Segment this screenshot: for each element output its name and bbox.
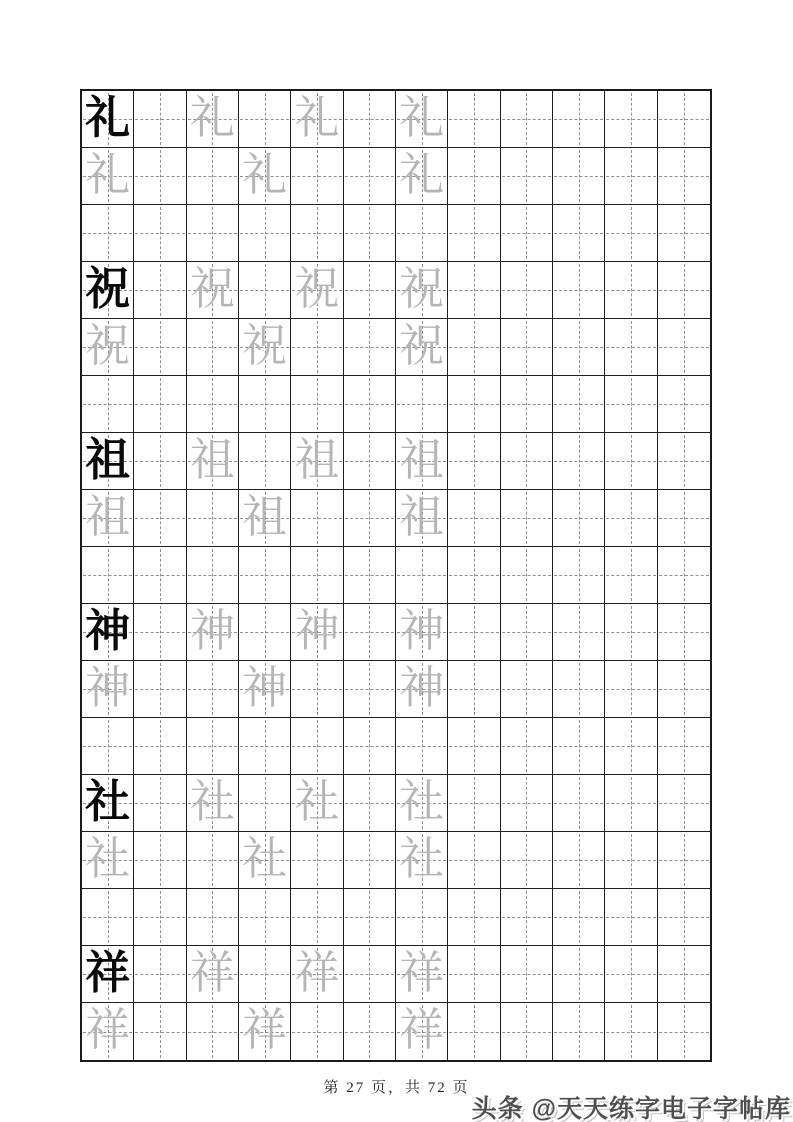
practice-cell: [187, 661, 239, 718]
practice-cell: [239, 148, 291, 205]
practice-cell: [553, 376, 605, 433]
practice-cell: [553, 547, 605, 604]
practice-character-trace: 社: [399, 833, 445, 884]
practice-cell: [448, 604, 500, 661]
practice-cell: [344, 376, 396, 433]
practice-cell: [82, 319, 134, 376]
practice-character-trace: 祖: [294, 434, 340, 485]
practice-cell: [134, 319, 186, 376]
practice-cell: [239, 376, 291, 433]
practice-cell: [344, 889, 396, 946]
practice-cell: [82, 1003, 134, 1060]
practice-cell: [239, 718, 291, 775]
practice-character-trace: 神: [399, 605, 445, 656]
practice-cell: [448, 433, 500, 490]
practice-cell: [82, 547, 134, 604]
practice-cell: [605, 604, 657, 661]
practice-cell: [396, 205, 448, 262]
practice-cell: [344, 718, 396, 775]
practice-cell: [344, 319, 396, 376]
practice-cell: [605, 946, 657, 1003]
practice-cell: [553, 319, 605, 376]
practice-cell: [291, 91, 343, 148]
practice-cell: [448, 319, 500, 376]
practice-character-trace: 祖: [242, 491, 288, 542]
practice-cell: [187, 490, 239, 547]
practice-cell: [605, 547, 657, 604]
practice-cell: [658, 433, 710, 490]
practice-cell: [344, 661, 396, 718]
practice-cell: [448, 91, 500, 148]
practice-cell: [605, 490, 657, 547]
practice-cell: [448, 148, 500, 205]
practice-cell: [605, 718, 657, 775]
practice-cell: [82, 376, 134, 433]
practice-cell: [291, 376, 343, 433]
practice-character-trace: 祥: [399, 1005, 445, 1055]
practice-character-trace: 神: [399, 662, 445, 713]
practice-cell: [658, 547, 710, 604]
practice-character-trace: 祖: [85, 491, 131, 542]
practice-cell: [82, 262, 134, 319]
practice-cell: [82, 946, 134, 1003]
practice-cell: [344, 832, 396, 889]
practice-cell: [605, 205, 657, 262]
practice-cell: [82, 148, 134, 205]
practice-cell: [291, 832, 343, 889]
watermark-text: 头条 @天天练字电子字帖库: [471, 1095, 791, 1122]
practice-cell: [134, 718, 186, 775]
practice-cell: [187, 547, 239, 604]
practice-cell: [448, 832, 500, 889]
practice-cell: [344, 91, 396, 148]
practice-cell: [553, 91, 605, 148]
practice-cell: [501, 547, 553, 604]
practice-character-trace: 祝: [294, 263, 340, 314]
practice-cell: [82, 775, 134, 832]
practice-cell: [239, 661, 291, 718]
practice-cell: [344, 148, 396, 205]
practice-cell: [658, 1003, 710, 1060]
practice-cell: [344, 775, 396, 832]
practice-cell: [448, 1003, 500, 1060]
practice-cell: [187, 604, 239, 661]
practice-cell: [448, 205, 500, 262]
practice-cell: [448, 490, 500, 547]
practice-cell: [134, 889, 186, 946]
practice-cell: [553, 262, 605, 319]
practice-cell: [553, 148, 605, 205]
practice-cell: [291, 1003, 343, 1060]
practice-cell: [134, 376, 186, 433]
practice-cell: [448, 661, 500, 718]
practice-character-trace: 祖: [399, 434, 445, 485]
practice-cell: [82, 832, 134, 889]
practice-cell: [239, 91, 291, 148]
practice-grid: [80, 89, 712, 1062]
practice-cell: [658, 205, 710, 262]
practice-cell: [291, 148, 343, 205]
practice-cell: [134, 205, 186, 262]
practice-cell: [501, 775, 553, 832]
practice-cell: [82, 205, 134, 262]
practice-character-trace: 祝: [399, 263, 445, 314]
practice-cell: [396, 376, 448, 433]
practice-cell: [501, 604, 553, 661]
practice-cell: [187, 91, 239, 148]
practice-cell: [82, 889, 134, 946]
practice-character-trace: 社: [399, 776, 445, 827]
practice-character-trace: 礼: [85, 149, 131, 200]
practice-cell: [134, 832, 186, 889]
practice-character-trace: 社: [242, 833, 288, 884]
practice-character-solid: 礼: [85, 92, 131, 143]
practice-cell: [448, 775, 500, 832]
practice-cell: [501, 832, 553, 889]
practice-character-trace: 社: [189, 776, 235, 827]
practice-cell: [501, 946, 553, 1003]
practice-cell: [501, 433, 553, 490]
practice-cell: [291, 205, 343, 262]
practice-cell: [501, 376, 553, 433]
practice-character-trace: 祝: [399, 320, 445, 371]
practice-cell: [605, 1003, 657, 1060]
practice-character-trace: 祖: [399, 491, 445, 542]
practice-cell: [134, 148, 186, 205]
practice-cell: [239, 1003, 291, 1060]
practice-cell: [291, 661, 343, 718]
practice-cell: [501, 661, 553, 718]
practice-cell: [396, 718, 448, 775]
practice-cell: [134, 91, 186, 148]
practice-cell: [82, 490, 134, 547]
practice-cell: [239, 604, 291, 661]
practice-cell: [658, 490, 710, 547]
practice-cell: [291, 946, 343, 1003]
practice-cell: [82, 604, 134, 661]
practice-cell: [134, 490, 186, 547]
practice-cell: [501, 148, 553, 205]
practice-cell: [658, 91, 710, 148]
practice-cell: [239, 547, 291, 604]
practice-character-solid: 祖: [85, 434, 131, 485]
practice-cell: [291, 718, 343, 775]
practice-cell: [658, 319, 710, 376]
practice-cell: [448, 547, 500, 604]
practice-cell: [658, 376, 710, 433]
practice-cell: [501, 718, 553, 775]
practice-cell: [239, 262, 291, 319]
practice-cell: [239, 832, 291, 889]
practice-cell: [291, 604, 343, 661]
practice-cell: [187, 262, 239, 319]
practice-cell: [553, 889, 605, 946]
practice-cell: [134, 1003, 186, 1060]
practice-cell: [134, 604, 186, 661]
practice-cell: [187, 832, 239, 889]
practice-cell: [658, 889, 710, 946]
practice-cell: [553, 604, 605, 661]
practice-cell: [134, 661, 186, 718]
practice-cell: [605, 889, 657, 946]
practice-cell: [658, 148, 710, 205]
practice-cell: [291, 433, 343, 490]
practice-cell: [239, 205, 291, 262]
practice-cell: [187, 376, 239, 433]
practice-cell: [396, 262, 448, 319]
practice-character-trace: 礼: [242, 149, 288, 200]
practice-character-trace: 祝: [242, 320, 288, 371]
practice-cell: [396, 889, 448, 946]
practice-cell: [396, 832, 448, 889]
practice-cell: [605, 661, 657, 718]
practice-cell: [239, 775, 291, 832]
practice-cell: [501, 91, 553, 148]
practice-character-trace: 社: [294, 776, 340, 827]
practice-cell: [291, 262, 343, 319]
practice-cell: [239, 319, 291, 376]
practice-cell: [448, 889, 500, 946]
practice-character-trace: 礼: [399, 149, 445, 200]
practice-cell: [134, 946, 186, 1003]
practice-cell: [82, 718, 134, 775]
practice-cell: [605, 319, 657, 376]
practice-cell: [291, 889, 343, 946]
practice-cell: [605, 832, 657, 889]
practice-character-trace: 神: [294, 605, 340, 656]
practice-cell: [187, 319, 239, 376]
practice-cell: [658, 832, 710, 889]
practice-cell: [553, 433, 605, 490]
practice-character-solid: 祥: [85, 947, 131, 998]
practice-cell: [396, 433, 448, 490]
practice-character-trace: 神: [242, 662, 288, 713]
practice-cell: [396, 148, 448, 205]
practice-cell: [501, 1003, 553, 1060]
practice-cell: [605, 91, 657, 148]
practice-cell: [187, 1003, 239, 1060]
practice-cell: [187, 718, 239, 775]
practice-cell: [344, 1003, 396, 1060]
practice-cell: [553, 490, 605, 547]
practice-cell: [553, 661, 605, 718]
practice-cell: [187, 205, 239, 262]
practice-cell: [134, 433, 186, 490]
page-number-text: 第 27 页，共 72 页: [323, 1080, 470, 1096]
practice-character-trace: 祥: [85, 1005, 131, 1055]
practice-cell: [658, 604, 710, 661]
practice-cell: [501, 319, 553, 376]
practice-character-trace: 礼: [189, 92, 235, 143]
practice-cell: [553, 718, 605, 775]
practice-cell: [134, 775, 186, 832]
practice-cell: [344, 604, 396, 661]
practice-cell: [82, 661, 134, 718]
practice-cell: [396, 319, 448, 376]
practice-cell: [187, 946, 239, 1003]
practice-cell: [658, 946, 710, 1003]
practice-cell: [553, 946, 605, 1003]
practice-cell: [658, 262, 710, 319]
practice-cell: [396, 1003, 448, 1060]
practice-cell: [239, 946, 291, 1003]
practice-character-trace: 祥: [399, 947, 445, 998]
practice-character-solid: 祝: [85, 263, 131, 314]
practice-cell: [448, 946, 500, 1003]
practice-cell: [134, 262, 186, 319]
practice-cell: [187, 148, 239, 205]
practice-cell: [658, 661, 710, 718]
practice-cell: [344, 433, 396, 490]
practice-cell: [501, 262, 553, 319]
practice-cell: [501, 889, 553, 946]
practice-cell: [553, 205, 605, 262]
practice-character-trace: 礼: [399, 92, 445, 143]
practice-cell: [396, 775, 448, 832]
practice-cell: [291, 547, 343, 604]
practice-cell: [658, 775, 710, 832]
practice-character-trace: 神: [85, 662, 131, 713]
practice-cell: [396, 946, 448, 1003]
practice-cell: [291, 490, 343, 547]
practice-cell: [344, 490, 396, 547]
practice-cell: [605, 775, 657, 832]
practice-cell: [396, 661, 448, 718]
practice-cell: [553, 775, 605, 832]
practice-character-solid: 社: [85, 776, 131, 827]
practice-cell: [448, 262, 500, 319]
practice-cell: [134, 547, 186, 604]
practice-cell: [605, 148, 657, 205]
practice-cell: [344, 262, 396, 319]
practice-cell: [396, 490, 448, 547]
practice-character-trace: 祝: [85, 320, 131, 371]
practice-cell: [344, 547, 396, 604]
practice-cell: [396, 547, 448, 604]
practice-cell: [605, 376, 657, 433]
practice-cell: [553, 1003, 605, 1060]
practice-cell: [396, 91, 448, 148]
practice-character-trace: 礼: [294, 92, 340, 143]
practice-cell: [239, 490, 291, 547]
practice-cell: [605, 433, 657, 490]
practice-cell: [448, 718, 500, 775]
practice-character-solid: 神: [85, 605, 131, 656]
practice-character-trace: 祝: [189, 263, 235, 314]
practice-character-trace: 祥: [242, 1005, 288, 1055]
practice-cell: [344, 946, 396, 1003]
practice-cell: [187, 433, 239, 490]
practice-cell: [553, 832, 605, 889]
practice-cell: [291, 319, 343, 376]
practice-cell: [448, 376, 500, 433]
practice-cell: [82, 91, 134, 148]
practice-character-trace: 祥: [294, 947, 340, 998]
practice-cell: [396, 604, 448, 661]
practice-cell: [501, 490, 553, 547]
practice-character-trace: 祥: [189, 947, 235, 998]
practice-cell: [344, 205, 396, 262]
practice-cell: [501, 205, 553, 262]
practice-cell: [605, 262, 657, 319]
practice-character-trace: 祖: [189, 434, 235, 485]
practice-character-trace: 神: [189, 605, 235, 656]
practice-cell: [82, 433, 134, 490]
practice-cell: [187, 775, 239, 832]
practice-cell: [187, 889, 239, 946]
practice-character-trace: 社: [85, 833, 131, 884]
practice-cell: [291, 775, 343, 832]
practice-cell: [239, 889, 291, 946]
practice-cell: [239, 433, 291, 490]
practice-cell: [658, 718, 710, 775]
